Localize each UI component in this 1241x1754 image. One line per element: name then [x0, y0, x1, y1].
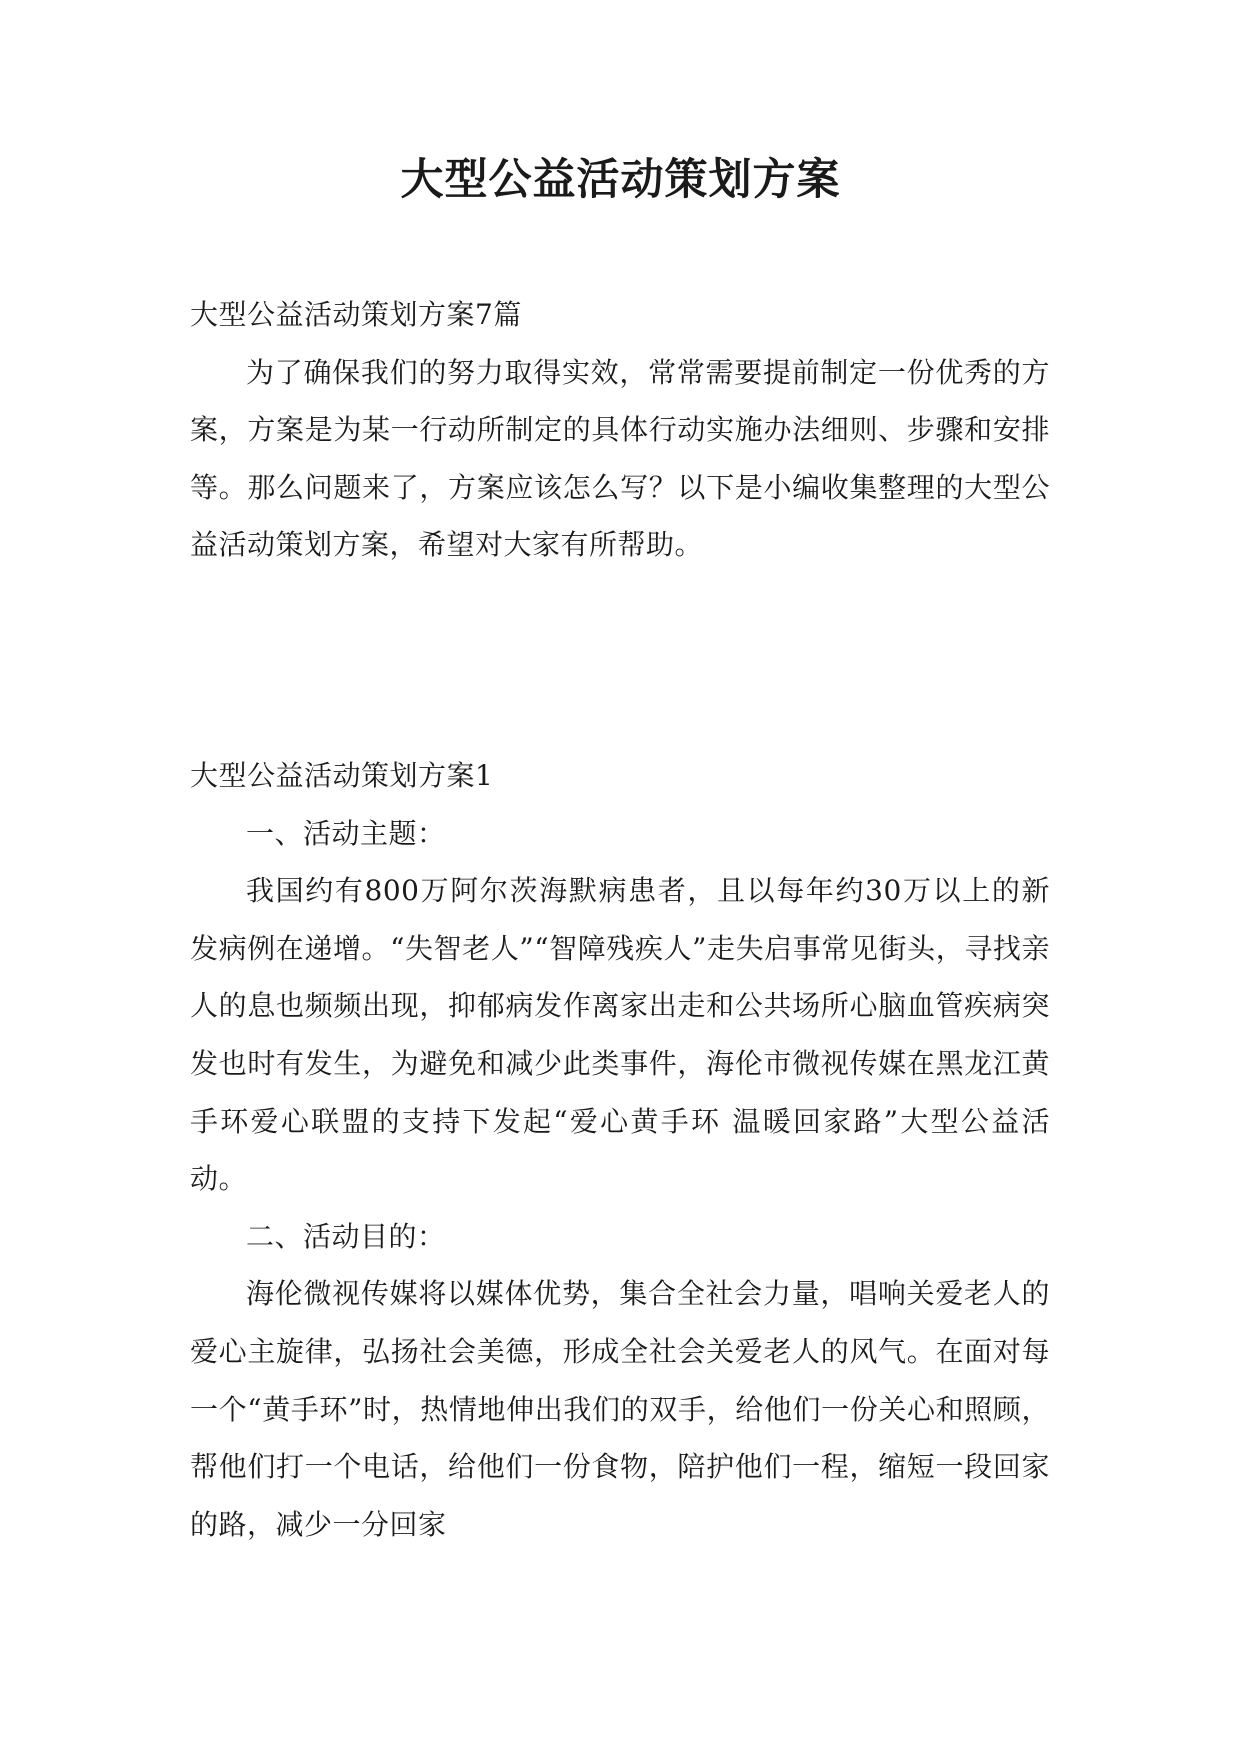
purpose-heading: 二、活动目的：: [246, 1219, 446, 1253]
document-subtitle: 大型公益活动策划方案7篇: [190, 298, 522, 331]
intro-paragraph: 为了确保我们的努力取得实效，常常需要提前制定一份优秀的方案，方案是为某一行动所制定的具体行动实施办法细则、步骤和安排等。那么问题来了，方案应该怎么写？以下是小编收集整理的大型公益活动策划方案，希望对大家有所帮助。: [190, 355, 1050, 562]
section-heading: 大型公益活动策划方案1: [190, 758, 494, 792]
purpose-paragraph: 海伦微视传媒将以媒体优势，集合全社会力量，唱响关爱老人的爱心主旋律，弘扬社会美德，形成全社会关爱老人的风气。在面对每一个“黄手环”时，热情地伸出我们的双手，给他们一份关心和照顾，帮他们打一个电话，给他们一份食物，陪护他们一程，缩短一段回家的路，减少一分回家: [190, 1277, 1050, 1541]
section-spacer: [190, 574, 1050, 747]
document-body: [190, 286, 1050, 1553]
theme-heading: 一、活动主题：: [246, 816, 446, 850]
theme-paragraph: 我国约有800万阿尔茨海默病患者，且以每年约30万以上的新发病例在递增。“失智老人”“智障残疾人”走失启事常见街头，寻找亲人的息也频频出现，抑郁病发作离家出走和公共场所心脑血管疾病突发也时有发生，为避免和减少此类事件，海伦市微视传媒在黑龙江黄手环爱心联盟的支持下发起“爱心黄手环 温暖回家路”大型公益活动。: [190, 874, 1050, 1196]
document-title: 大型公益活动策划方案: [400, 155, 841, 205]
